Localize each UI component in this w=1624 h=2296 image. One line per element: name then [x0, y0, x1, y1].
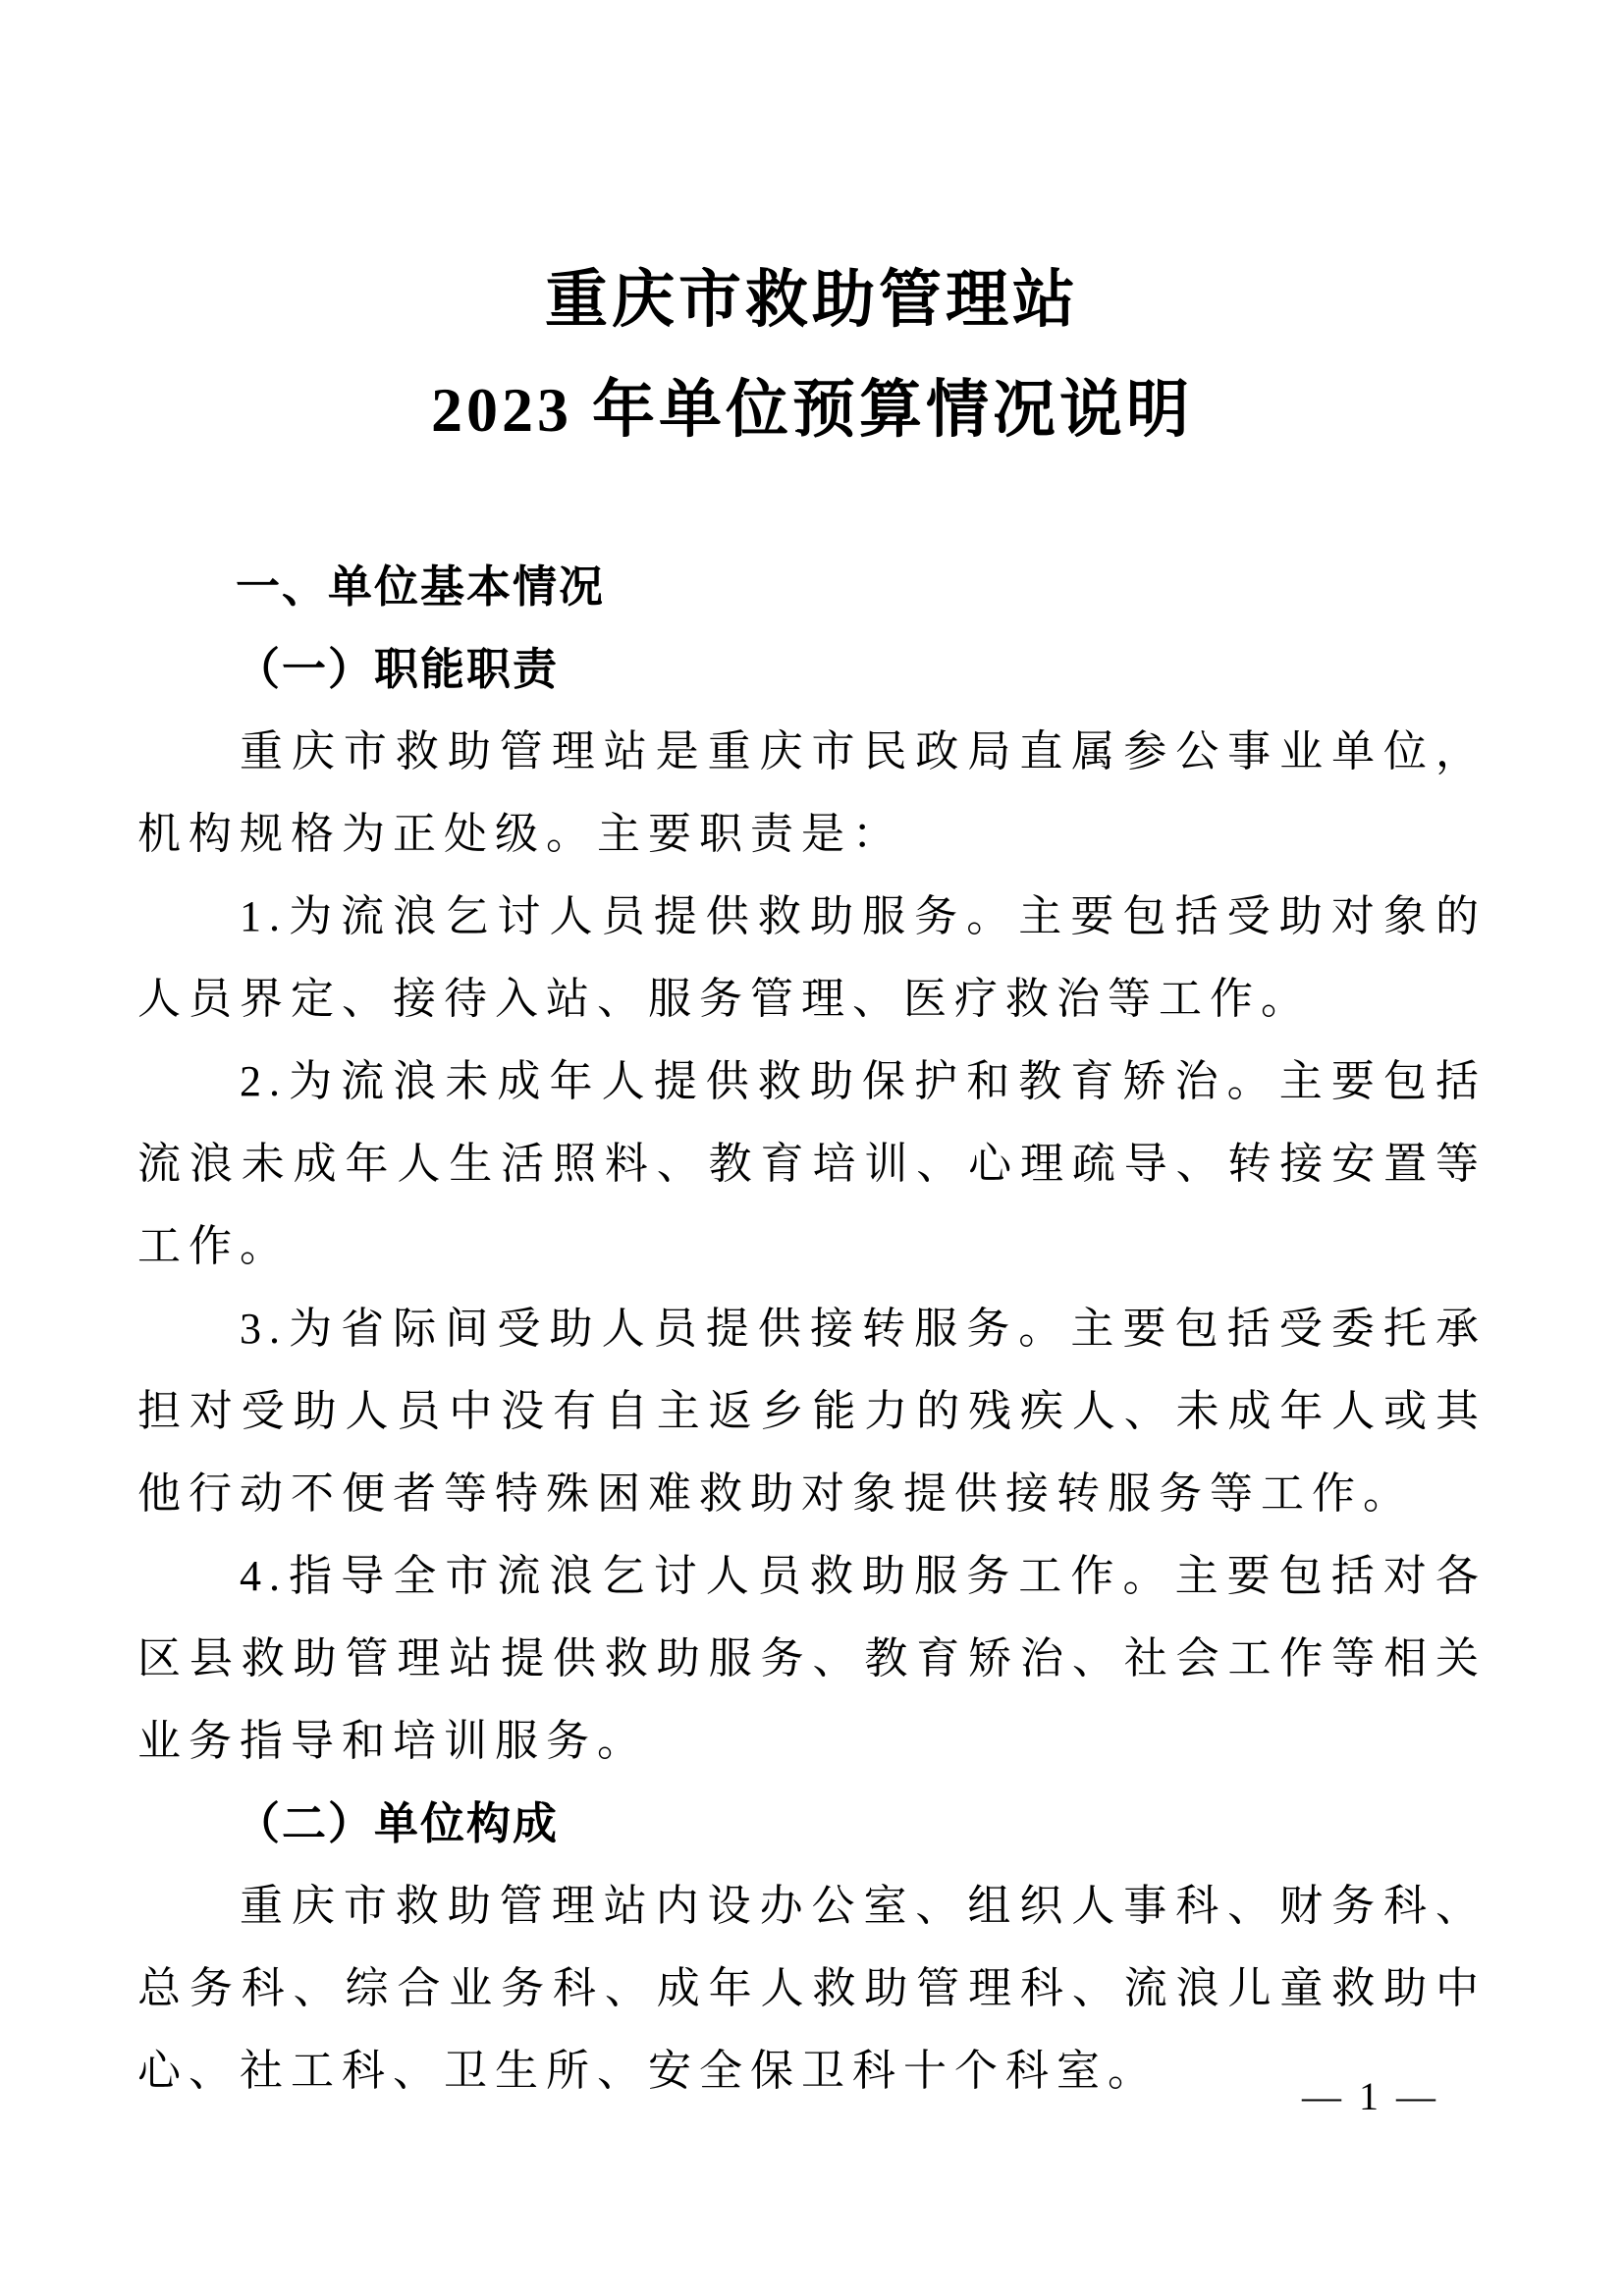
document-title	[137, 245, 1487, 465]
document-body	[137, 546, 1487, 2112]
paragraph-duty-item-3: 3.为省际间受助人员提供接转服务。主要包括受委托承担对受助人员中没有自主返乡能力的残疾人、未成年人或其他行动不便者等特殊困难救助对象提供接转服务等工作。	[137, 1305, 1487, 1518]
document-title-line1: 重庆市救助管理站	[545, 265, 1079, 335]
paragraph-duty-item-2: 2.为流浪未成年人提供救助保护和教育矫治。主要包括流浪未成年人生活照料、教育培训、心理疏导、转接安置等工作。	[137, 1057, 1487, 1270]
paragraph-duty-item-1: 1.为流浪乞讨人员提供救助服务。主要包括受助对象的人员界定、接待入站、服务管理、医疗救治等工作。	[137, 892, 1487, 1023]
document-title-line2: 2023 年单位预算情况说明	[431, 375, 1193, 445]
paragraph-duty-item-4: 4.指导全市流浪乞讨人员救助服务工作。主要包括对各区县救助管理站提供救助服务、教育矫治、社会工作等相关业务指导和培训服务。	[137, 1552, 1487, 1765]
subsection-heading-duties: （一）职能职责	[236, 644, 560, 694]
paragraph-unit-structure: 重庆市救助管理站内设办公室、组织人事科、财务科、总务科、综合业务科、成年人救助管理科、流浪儿童救助中心、社工科、卫生所、安全保卫科十个科室。	[137, 1882, 1487, 2095]
page-number: — 1 —	[1302, 2074, 1439, 2118]
paragraph-intro: 重庆市救助管理站是重庆市民政局直属参公事业单位，机构规格为正处级。主要职责是：	[137, 727, 1487, 858]
subsection-heading-structure: （二）单位构成	[236, 1798, 560, 1848]
section-heading-basic-info: 一、单位基本情况	[236, 561, 606, 612]
